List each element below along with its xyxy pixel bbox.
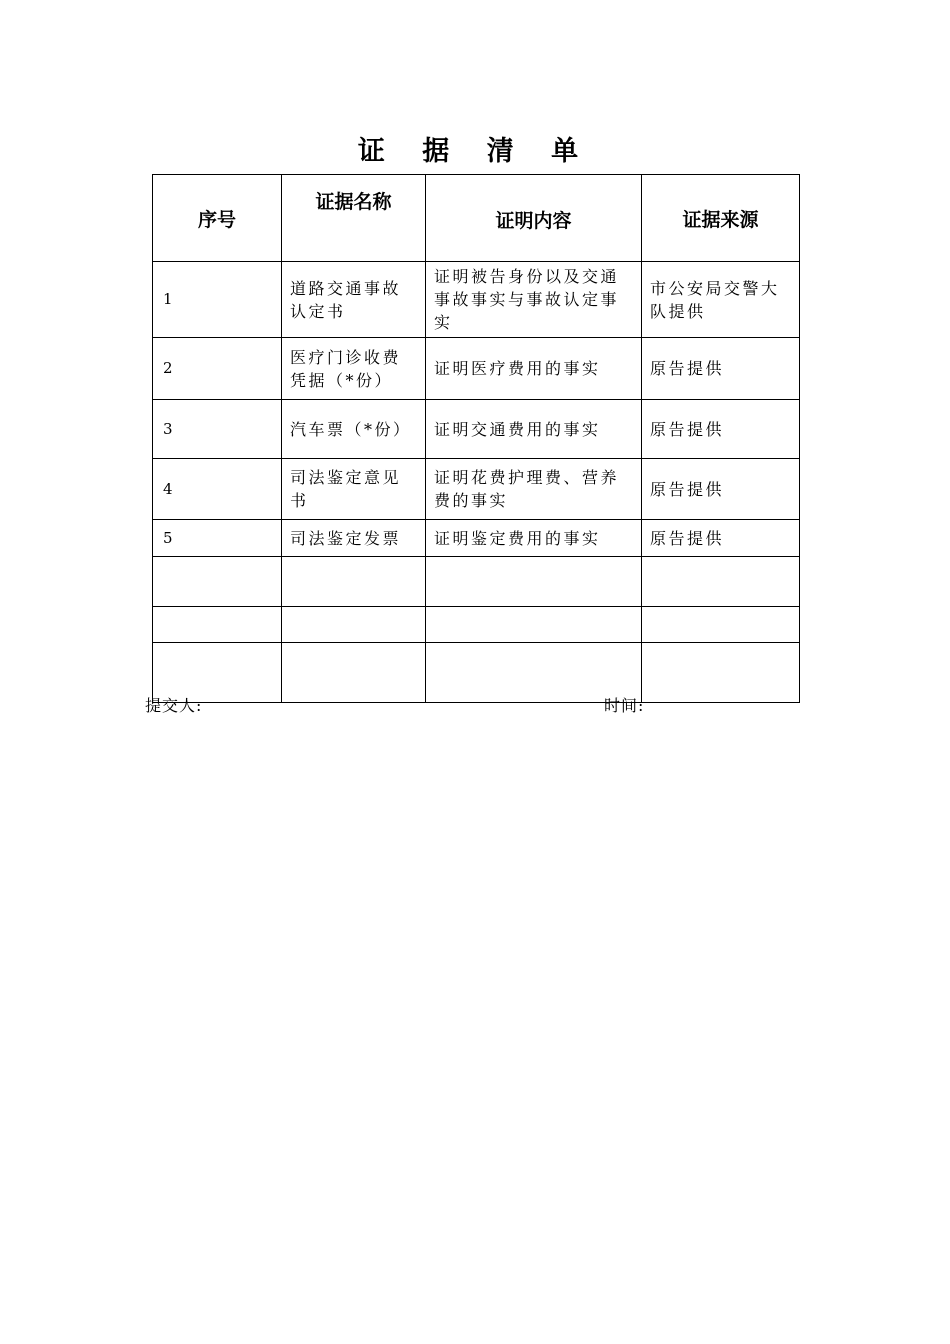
table-row-empty — [153, 557, 800, 607]
cell-source: 原告提供 — [642, 520, 800, 557]
cell-source: 市公安局交警大队提供 — [642, 262, 800, 338]
cell-source — [642, 643, 800, 703]
cell-no: 5 — [153, 520, 282, 557]
cell-no: 4 — [153, 459, 282, 520]
cell-source: 原告提供 — [642, 400, 800, 459]
cell-content — [426, 557, 642, 607]
cell-name: 医疗门诊收费凭据（*份） — [282, 338, 426, 400]
table-row — [153, 459, 800, 520]
header-name: 证据名称 — [282, 175, 426, 262]
cell-name — [282, 607, 426, 643]
cell-no: 3 — [153, 400, 282, 459]
table-row — [153, 520, 800, 557]
cell-no: 2 — [153, 338, 282, 400]
cell-name — [282, 557, 426, 607]
table-row — [153, 400, 800, 459]
cell-no: 1 — [153, 262, 282, 338]
cell-no — [153, 557, 282, 607]
cell-name: 司法鉴定发票 — [282, 520, 426, 557]
cell-content: 证明交通费用的事实 — [426, 400, 642, 459]
table-row — [153, 262, 800, 338]
table-row — [153, 338, 800, 400]
submitter-label: 提交人: — [145, 696, 203, 715]
cell-content — [426, 607, 642, 643]
time-label: 时间: — [604, 696, 645, 715]
cell-name: 汽车票（*份） — [282, 400, 426, 459]
header-content: 证明内容 — [426, 175, 642, 262]
cell-content: 证明花费护理费、营养费的事实 — [426, 459, 642, 520]
cell-source: 原告提供 — [642, 459, 800, 520]
header-source: 证据来源 — [642, 175, 800, 262]
cell-name: 道路交通事故认定书 — [282, 262, 426, 338]
table-row-empty — [153, 643, 800, 703]
cell-no — [153, 607, 282, 643]
evidence-table — [152, 174, 800, 703]
document-title: 证 据 清 单 — [357, 136, 593, 167]
cell-name: 司法鉴定意见书 — [282, 459, 426, 520]
cell-name — [282, 643, 426, 703]
cell-content: 证明医疗费用的事实 — [426, 338, 642, 400]
header-no: 序号 — [153, 175, 282, 262]
cell-content: 证明鉴定费用的事实 — [426, 520, 642, 557]
table-row-empty — [153, 607, 800, 643]
cell-source: 原告提供 — [642, 338, 800, 400]
cell-content: 证明被告身份以及交通事故事实与事故认定事实 — [426, 262, 642, 338]
cell-source — [642, 557, 800, 607]
table-header-row — [153, 175, 800, 262]
cell-source — [642, 607, 800, 643]
